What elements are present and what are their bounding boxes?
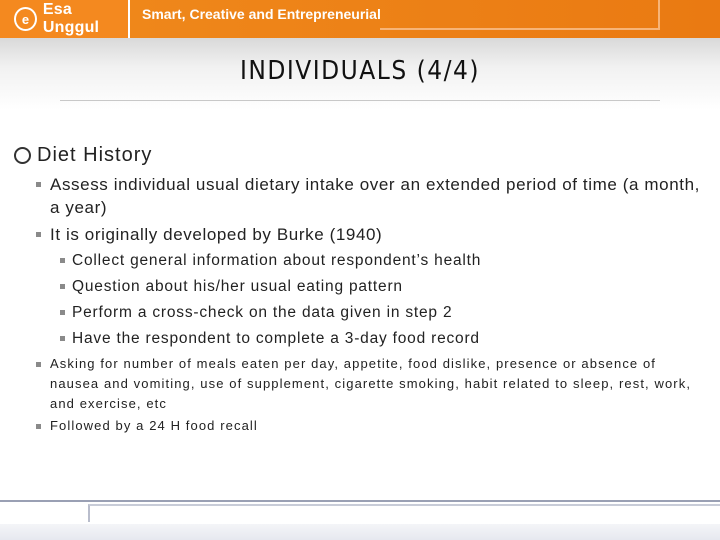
- footer-decoration: [88, 504, 720, 522]
- heading-text: Diet History: [37, 144, 153, 166]
- header-decoration: [380, 0, 660, 30]
- list-item-text: Perform a cross-check on the data given in step 2: [72, 304, 453, 321]
- sub-list: [14, 248, 704, 352]
- list-item: [60, 326, 704, 352]
- title-divider: [60, 100, 660, 101]
- list-item-text: Followed by a 24 H food recall: [50, 418, 258, 433]
- slide-content: [14, 144, 704, 436]
- header-bar: [0, 0, 720, 38]
- list-item: [60, 248, 704, 274]
- list-item: [36, 354, 704, 414]
- logo: [0, 0, 130, 38]
- heading-item: [14, 144, 704, 167]
- square-bullet-icon: [36, 182, 41, 187]
- square-bullet-icon: [36, 362, 41, 367]
- square-bullet-icon: [36, 232, 41, 237]
- list-item-text: Have the respondent to complete a 3-day food record: [72, 330, 480, 347]
- list-item-text: Asking for number of meals eaten per day, appetite, food dislike, presence or absence of nausea and vomiting, use of supplement, cigarette smoking, habit related to sleep, rest, work, and exercise, etc: [50, 356, 692, 411]
- list-item-text: Collect general information about respondent’s health: [72, 252, 482, 269]
- list-item-text: Question about his/her usual eating pattern: [72, 278, 403, 295]
- square-bullet-icon: [36, 424, 41, 429]
- logo-mark-icon: e: [14, 7, 37, 31]
- slide-title: INDIVIDUALS (4/4): [239, 56, 481, 86]
- list-item-text: Assess individual usual dietary intake over an extended period of time (a month, a year): [50, 175, 700, 217]
- list-item: [60, 274, 704, 300]
- footer-band: [0, 524, 720, 540]
- logo-text: Esa Unggul: [42, 1, 100, 36]
- square-bullet-icon: [60, 336, 65, 341]
- list-item: [36, 173, 704, 219]
- list-item-text: It is originally developed by Burke (1940): [50, 225, 383, 244]
- list-item: [36, 416, 704, 436]
- list-item: [60, 300, 704, 326]
- circle-bullet-icon: [14, 147, 31, 164]
- square-bullet-icon: [60, 310, 65, 315]
- tagline: Smart, Creative and Entrepreneurial: [142, 6, 381, 22]
- list-item: [36, 223, 704, 246]
- footer-divider: [0, 500, 720, 502]
- square-bullet-icon: [60, 258, 65, 263]
- square-bullet-icon: [60, 284, 65, 289]
